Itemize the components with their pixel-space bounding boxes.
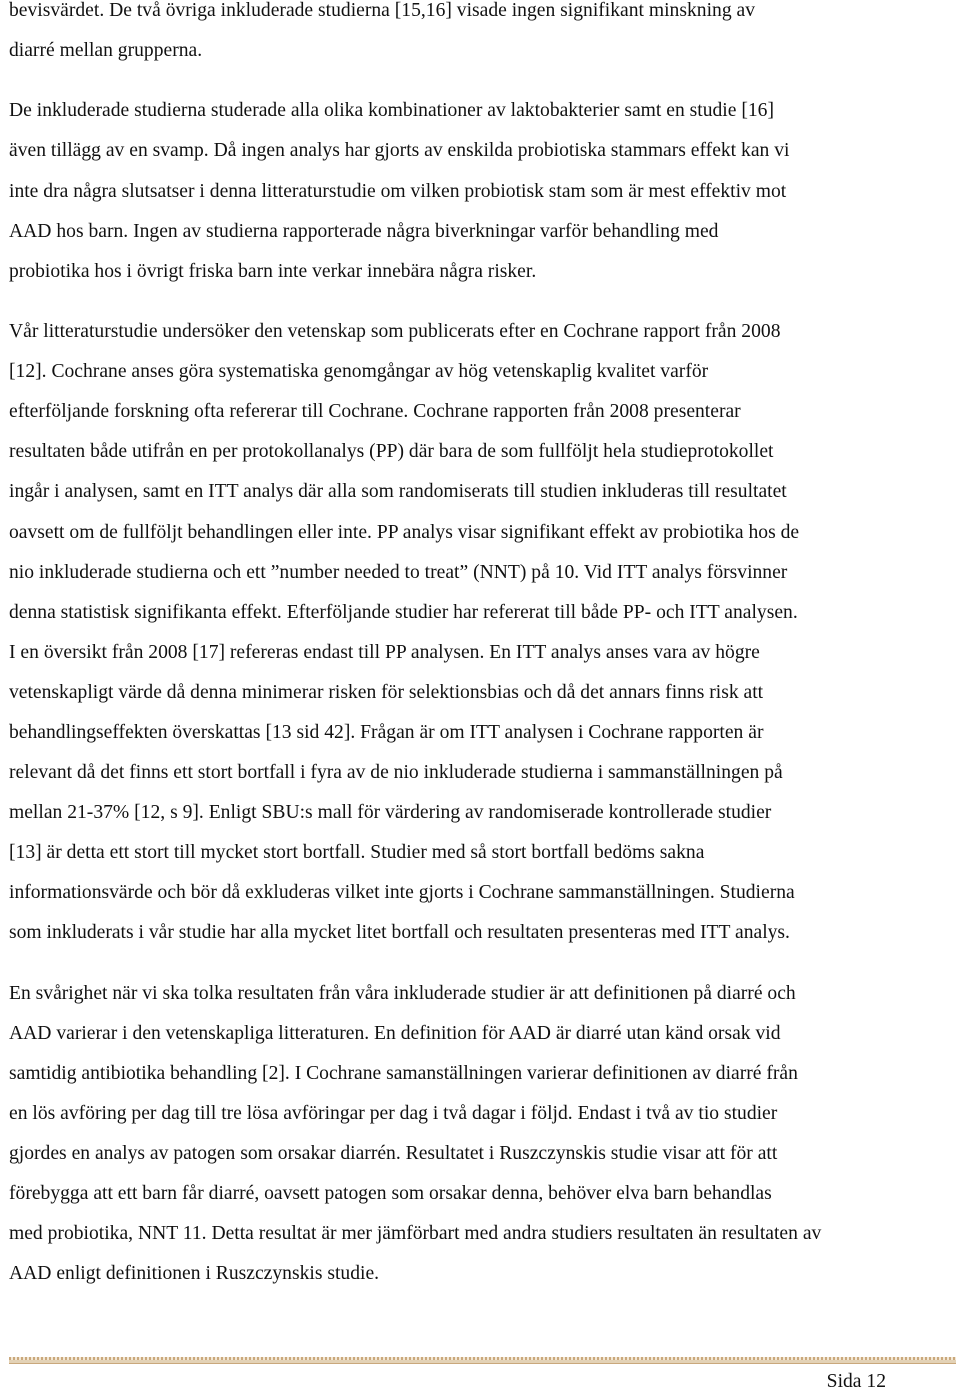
footer-divider [9, 1360, 956, 1364]
document-body [9, 0, 954, 1315]
paragraph-2: De inkluderade studierna studerade alla olika kombinationer av laktobakterier samt en studie [16] även tillägg av en svamp. Då ingen analys har gjorts av enskilda probiotiska stammars effekt kan vi inte dra några slutsatser i denna litteraturstudie om vilken probiotisk stam som är mest effektiv mot AAD hos barn. Ingen av studierna rapporterade några biverkningar varför behandling med probiotika hos i övrigt friska barn inte verkar innebära några risker. [9, 100, 790, 282]
paragraph-3: Vår litteraturstudie undersöker den vetenskap som publicerats efter en Cochrane rapport från 2008 [12]. Cochrane anses göra systematiska genomgångar av hög vetenskaplig kvalitet varför efterföljande forskning ofta refererar till Cochrane. Cochrane rapporten från 2008 presenterar resultaten både utifrån en per protokollanalys (PP) där bara de som fullföljt hela studieprotokollet ingår i analysen, samt en ITT analys där alla som randomiserats till studien inkluderas till resultatet oavsett om de fullföljt behandlingen eller inte. PP analys visar signifikant effekt av probiotika hos de nio inkluderade studierna och ett ”number needed to treat” (NNT) på 10. Vid ITT analys försvinner denna statistisk signifikanta effekt. Efterföljande studier har refererat till både PP- och ITT analysen. I en översikt från 2008 [17] refereras endast till PP analysen. En ITT analys anses vara av högre vetenskapligt värde då denna minimerar risken för selektionsbias och då det annars finns risk att behandlingseffekten överskattas [13 sid 42]. Frågan är om ITT analysen i Cochrane rapporten är relevant då det finns ett stort bortfall i fyra av de nio inkluderade studierna i sammanställningen på mellan 21-37% [12, s 9]. Enligt SBU:s mall för värdering av randomiserade kontrollerade studier [13] är detta ett stort till mycket stort bortfall. Studier med så stort bortfall bedöms sakna informationsvärde och bör då exkluderas vilket inte gjorts i Cochrane sammanställningen. Studierna som inkluderats i vår studie har alla mycket litet bortfall och resultaten presenteras med ITT analys. [9, 321, 800, 944]
page-number: Sida 12 [826, 1371, 886, 1392]
paragraph-1: bevisvärdet. De två övriga inkluderade studierna [15,16] visade ingen signifikant minskning av diarré mellan grupperna. [9, 0, 756, 62]
paragraph-4: En svårighet när vi ska tolka resultaten från våra inkluderade studier är att definitionen på diarré och AAD varierar i den vetenskapliga litteraturen. En definition för AAD är diarré utan känd orsak vid samtidig antibiotika behandling [2]. I Cochrane samanställningen varierar definitionen av diarré från en lös avföring per dag till tre lösa avföringar per dag i två dagar i följd. Endast i två av tio studier gjordes en analys av patogen som orsakar diarrén. Resultatet i Ruszczynskis studie visar att för att förebygga att ett barn får diarré, oavsett patogen som orsakar denna, behöver elva barn behandlas med probiotika, NNT 11. Detta resultat är mer jämförbart med andra studiers resultaten än resultaten av AAD enligt definitionen i Ruszczynskis studie. [9, 982, 822, 1285]
